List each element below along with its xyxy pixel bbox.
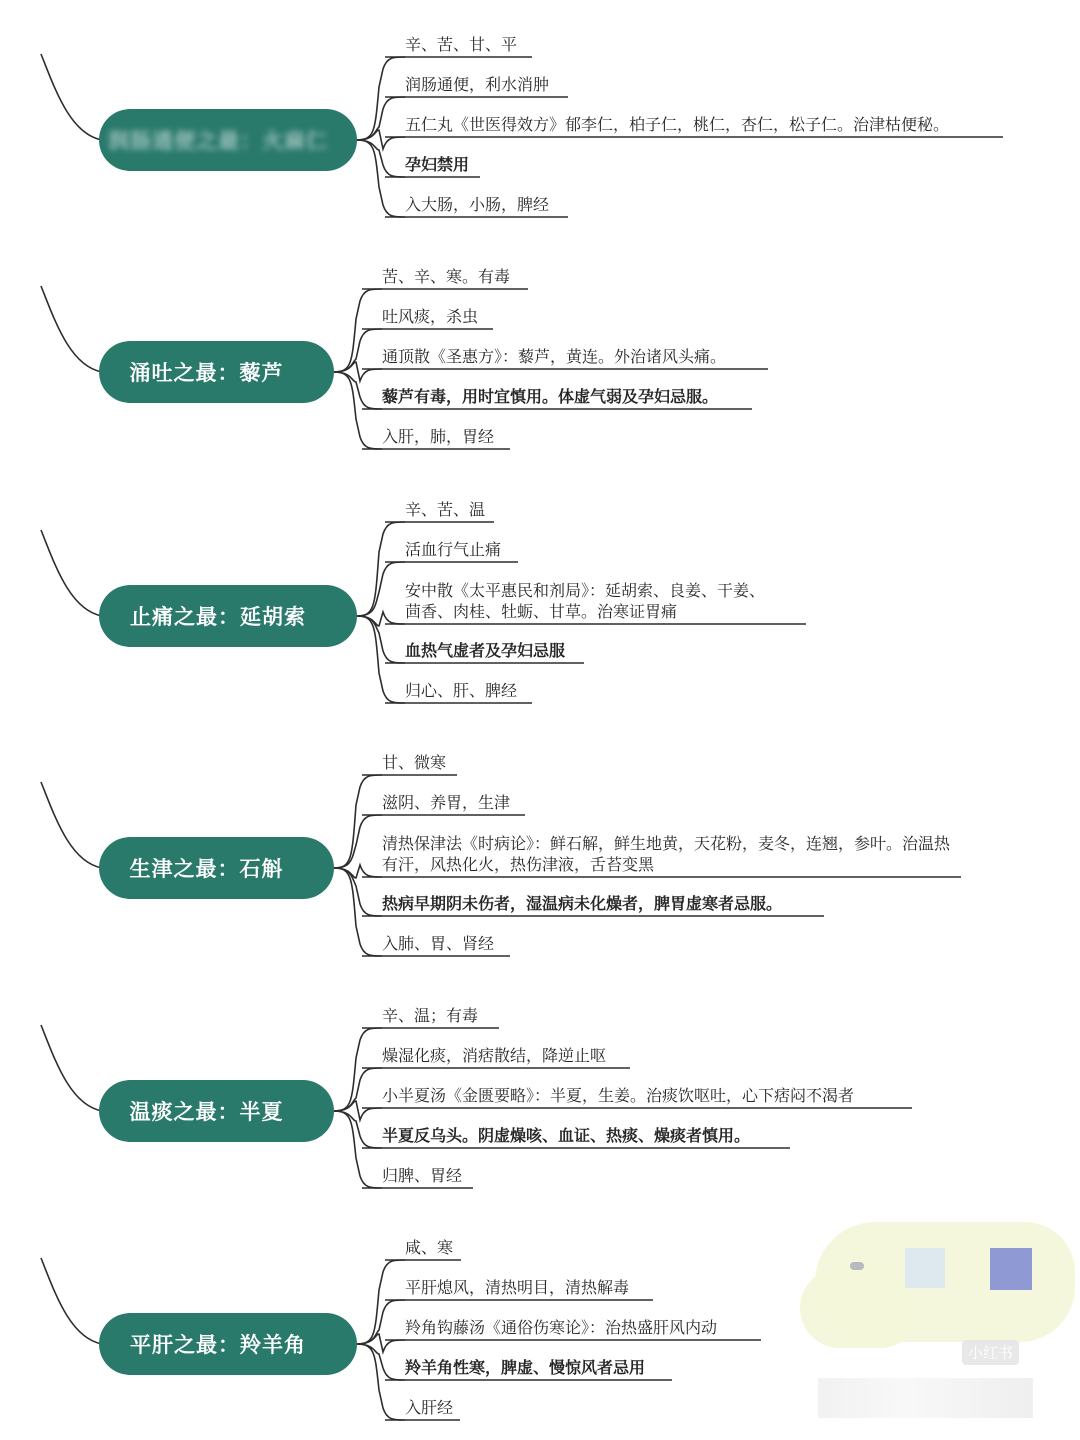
branch-curve-3-2: [357, 562, 405, 616]
leaf-1-meridian: 入大肠，小肠，脾经: [405, 195, 550, 214]
branch-curve-1-5: [357, 140, 405, 217]
branch-curve-6-2: [357, 1300, 405, 1344]
leaf-1-caution: 孕妇禁用: [405, 155, 470, 174]
topic-label-3: 止痛之最：延胡索: [130, 605, 306, 629]
leaf-1-formula: 五仁丸《世医得效方》郁李仁，柏子仁，桃仁，杏仁，松子仁。治津枯便秘。: [405, 115, 950, 134]
branch-curve-4-2: [334, 815, 382, 868]
tail-curve-4: [41, 782, 102, 868]
leaf-3-caution: 血热气虚者及孕妇忌服: [405, 641, 566, 660]
leaf-1-nature: 辛、苦、甘、平: [405, 35, 518, 54]
topic-label-2: 涌吐之最：藜芦: [129, 361, 284, 385]
branch-curve-2-2: [334, 329, 382, 372]
branch-curve-2-5: [334, 372, 382, 449]
leaf-1-effect: 润肠通便，利水消肿: [405, 75, 550, 94]
topic-label-6: 平肝之最：羚羊角: [130, 1333, 306, 1357]
topic-label-4: 生津之最：石斛: [129, 857, 284, 881]
leaf-5-nature: 辛、温；有毒: [382, 1006, 479, 1025]
topic-node-5[interactable]: [99, 1080, 334, 1142]
leaf-6-formula: 羚角钩藤汤《通俗伤寒论》：治热盛肝风内动: [405, 1318, 718, 1337]
tail-curve-3: [41, 530, 102, 616]
branch-curve-6-1: [357, 1260, 405, 1344]
branch-curve-2-4: [334, 372, 382, 409]
leaf-6-meridian: 入肝经: [405, 1398, 454, 1417]
leaf-5-meridian: 归脾、胃经: [382, 1166, 463, 1185]
leaf-2-meridian: 入肝，肺，胃经: [382, 427, 495, 446]
tail-curve-5: [41, 1025, 102, 1111]
leaf-3-effect: 活血行气止痛: [405, 540, 502, 559]
leaf-4-nature: 甘、微寒: [382, 753, 447, 772]
topic-node-1[interactable]: [99, 109, 357, 171]
branch-curve-2-1: [334, 289, 382, 372]
watermark-logo: 小红书: [962, 1340, 1019, 1365]
leaf-2-formula: 通顶散《圣惠方》：藜芦，黄连。外治诸风头痛。: [382, 347, 727, 366]
branch-curve-5-2: [334, 1068, 382, 1111]
branch-curve-1-2: [357, 97, 405, 140]
leaf-2-caution: 藜芦有毒，用时宜慎用。体虚气弱及孕妇忌服。: [382, 387, 719, 406]
branch-curve-1-1: [357, 57, 405, 140]
leaf-4-caution: 热病早期阴未伤者，湿温病未化燥者，脾胃虚寒者忌服。: [382, 894, 783, 913]
branch-curve-6-5: [357, 1344, 405, 1420]
leaf-5-formula: 小半夏汤《金匮要略》：半夏，生姜。治痰饮呕吐，心下痞闷不渴者: [382, 1086, 855, 1105]
topic-node-2[interactable]: [99, 341, 334, 403]
branch-curve-4-1: [334, 775, 382, 868]
topic-node-4[interactable]: [99, 837, 334, 899]
leaf-4-formula: 清热保津法《时病论》：鲜石解，鲜生地黄，天花粉，麦冬，连翘，参叶。治温热有汗，风热化火，热伤津液，舌苔变黑: [382, 834, 951, 874]
leaf-2-effect: 吐风痰，杀虫: [382, 307, 479, 326]
branch-curve-5-5: [334, 1111, 382, 1188]
branch-curve-1-3: [357, 130, 405, 149]
leaf-4-effect: 滋阴、养胃，生津: [382, 793, 511, 812]
watermark-square-light: [905, 1248, 945, 1288]
watermark-blob-small: [800, 1268, 920, 1348]
branch-curve-3-5: [357, 616, 405, 703]
watermark-dot: [850, 1262, 864, 1270]
tail-curve-2: [41, 286, 102, 372]
topic-label-1: 润肠通便之最：火麻仁: [108, 129, 328, 153]
branch-curve-4-5: [334, 868, 382, 956]
leaf-6-nature: 咸、寒: [405, 1238, 454, 1257]
branch-curve-6-3: [357, 1334, 405, 1352]
tail-curve-6: [41, 1258, 102, 1344]
branch-curve-5-3: [334, 1101, 382, 1120]
leaf-3-formula: 安中散《太平惠民和剂局》：延胡索、良姜、干姜、茴香、肉桂、牡蛎、甘草。治寒证胃痛: [405, 581, 766, 621]
leaf-6-effect: 平肝熄风，清热明目，清热解毒: [405, 1278, 630, 1297]
branch-curve-2-3: [334, 362, 382, 381]
branch-curve-5-1: [334, 1028, 382, 1111]
topic-label-5: 温痰之最：半夏: [129, 1100, 284, 1124]
leaf-2-nature: 苦、辛、寒。有毒: [382, 267, 511, 286]
branch-curve-6-4: [357, 1344, 405, 1380]
leaf-3-nature: 辛、苦、温: [405, 500, 486, 519]
branch-curve-4-4: [334, 868, 382, 916]
leaf-4-meridian: 入肺、胃、肾经: [382, 934, 495, 953]
leaf-5-caution: 半夏反乌头。阴虚燥咳、血证、热痰、燥痰者慎用。: [382, 1126, 751, 1145]
watermark-grey-band: [818, 1378, 1033, 1418]
topic-node-3[interactable]: [99, 585, 357, 647]
leaf-3-meridian: 归心、肝、脾经: [405, 681, 518, 700]
leaf-6-caution: 羚羊角性寒，脾虚、慢惊风者忌用: [405, 1358, 646, 1377]
watermark-square-blue: [990, 1248, 1032, 1290]
branch-curve-1-4: [357, 140, 405, 177]
branch-curve-5-4: [334, 1111, 382, 1148]
branch-curve-3-1: [357, 522, 405, 616]
leaf-5-effect: 燥湿化痰，消痞散结，降逆止呕: [382, 1046, 607, 1065]
topic-node-6[interactable]: [99, 1313, 357, 1375]
tail-curve-1: [41, 54, 102, 140]
